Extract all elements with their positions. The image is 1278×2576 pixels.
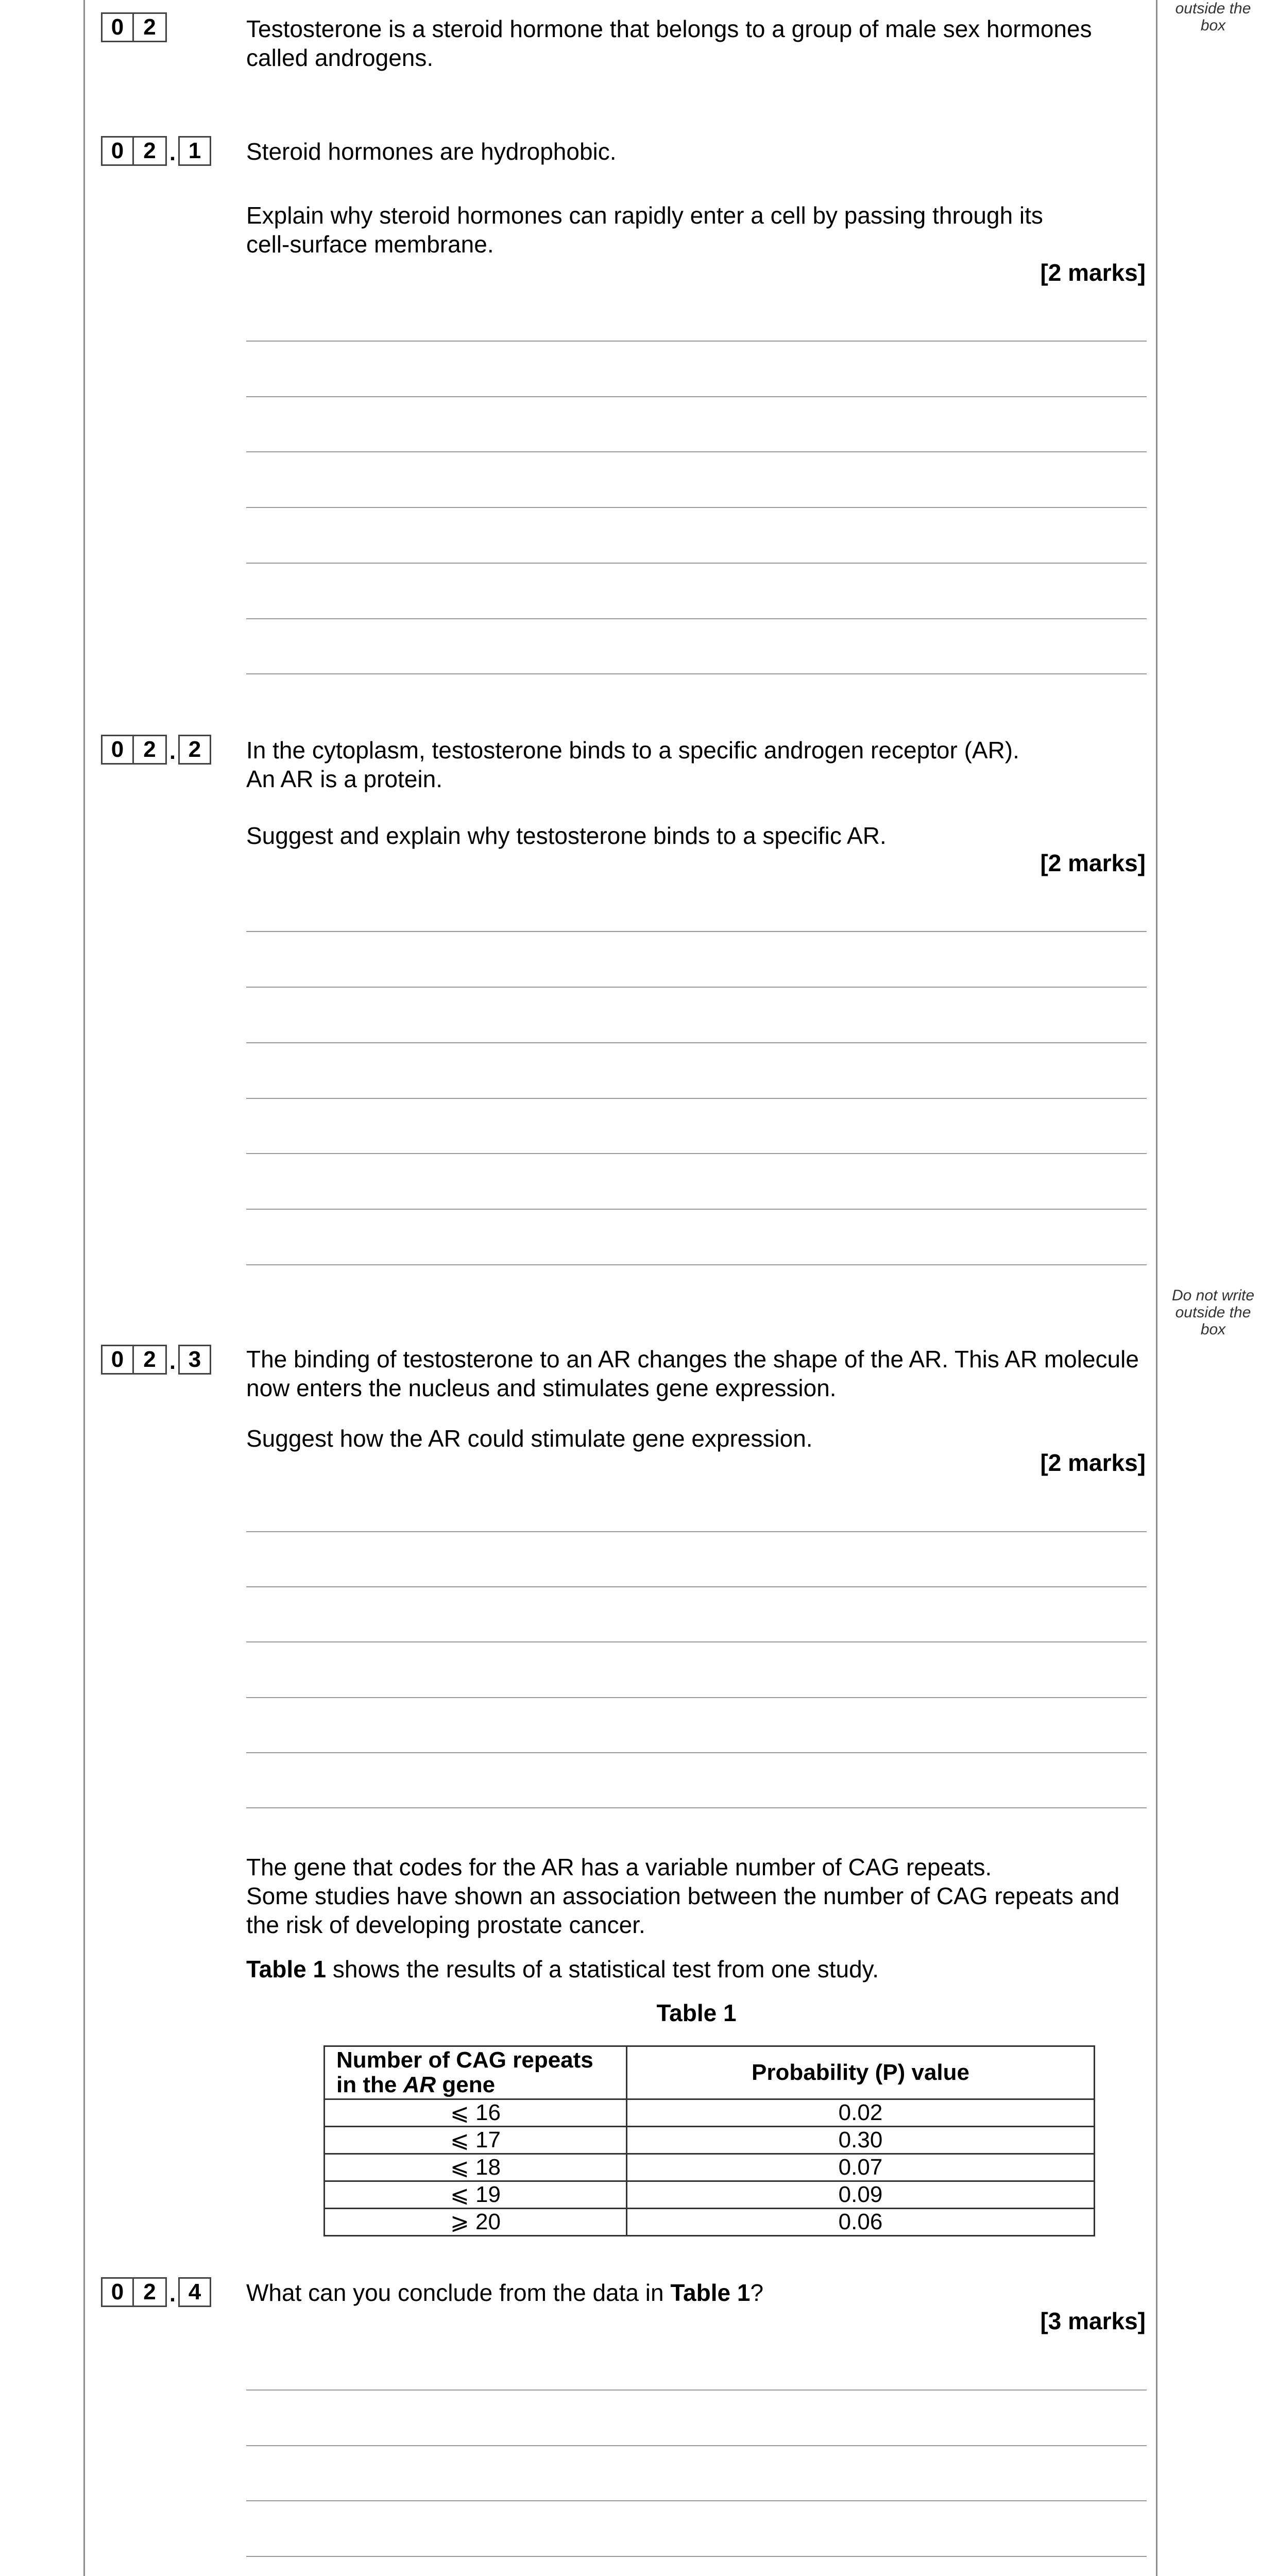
number-dot: . (169, 2281, 176, 2307)
q1-statement: Steroid hormones are hydrophobic. (246, 138, 617, 165)
number-dot: . (169, 140, 176, 165)
table-reference-text: shows the results of a statistical test from one study. (326, 1956, 879, 1982)
number-digit: 4 (178, 2277, 211, 2307)
question-number-02-4 (101, 2276, 211, 2308)
cell-repeats: ⩽ 16 (325, 2099, 627, 2127)
q3-marks: [2 marks] (1040, 1449, 1146, 1476)
answer-line[interactable] (246, 1641, 1147, 1642)
q1-marks: [2 marks] (1040, 259, 1146, 286)
q1-question (246, 201, 1153, 259)
question-number-02-3 (101, 1344, 211, 1376)
q3-question: Suggest how the AR could stimulate gene expression. (246, 1425, 813, 1452)
q3-context (246, 1345, 1153, 1402)
number-digit: 0 (101, 735, 134, 765)
cell-repeats: ⩽ 17 (325, 2127, 627, 2154)
number-digit: 0 (101, 1345, 134, 1375)
header-line (336, 2073, 615, 2097)
number-digit: 2 (134, 1345, 167, 1375)
number-dot: . (169, 739, 176, 764)
answer-line[interactable] (246, 341, 1147, 342)
text-line: Explain why steroid hormones can rapidly enter a cell by passing through its (246, 202, 1043, 229)
cell-p-value: 0.09 (627, 2181, 1095, 2209)
number-digit: 1 (178, 136, 211, 166)
margin-note-middle (1159, 1287, 1267, 1366)
table-reference-bold: Table 1 (246, 1956, 327, 1982)
q4-question-bold: Table 1 (670, 2279, 751, 2306)
header-p-value: Probability (P) value (627, 2046, 1095, 2099)
table-row (325, 2154, 1095, 2181)
table-context (246, 1853, 1153, 1939)
margin-note-line: outside the (1175, 1304, 1251, 1321)
q2-marks: [2 marks] (1040, 850, 1146, 876)
answer-line[interactable] (246, 2500, 1147, 2501)
text-line: now enters the nucleus and stimulates gene expression. (246, 1375, 837, 1401)
number-dot: . (169, 1349, 176, 1374)
question-number-02-1 (101, 135, 211, 167)
margin-note-line: box (1200, 17, 1226, 34)
header-line: Number of CAG repeats (336, 2047, 593, 2073)
left-margin-rule (83, 0, 85, 2576)
header-cag-repeats (325, 2046, 627, 2099)
q4-marks: [3 marks] (1040, 2308, 1146, 2334)
answer-line[interactable] (246, 1098, 1147, 1099)
cell-p-value: 0.06 (627, 2209, 1095, 2236)
number-digit: 2 (134, 735, 167, 765)
answer-line[interactable] (246, 1586, 1147, 1587)
text-line: Some studies have shown an association between the number of CAG repeats and (246, 1883, 1120, 1909)
text-line: Testosterone is a steroid hormone that belongs to a group of male sex hormones (246, 15, 1092, 42)
table-header-row (325, 2046, 1095, 2099)
table-title: Table 1 (656, 1999, 737, 2026)
number-digit: 0 (101, 2277, 134, 2307)
text-line: An AR is a protein. (246, 766, 442, 792)
answer-line[interactable] (246, 618, 1147, 619)
answer-line[interactable] (246, 451, 1147, 452)
answer-line[interactable] (246, 1752, 1147, 1753)
q4-question-text: ? (750, 2279, 764, 2306)
cell-p-value: 0.07 (627, 2154, 1095, 2181)
number-digit: 2 (134, 136, 167, 166)
q2-question: Suggest and explain why testosterone binds to a specific AR. (246, 822, 887, 849)
margin-note-line: box (1200, 1321, 1226, 1338)
number-digit: 2 (134, 12, 167, 42)
answer-line[interactable] (246, 1807, 1147, 1808)
answer-line[interactable] (246, 673, 1147, 674)
header-text: gene (436, 2072, 496, 2097)
cell-p-value: 0.30 (627, 2127, 1095, 2154)
answer-line[interactable] (246, 396, 1147, 397)
number-digit: 0 (101, 136, 134, 166)
answer-line[interactable] (246, 987, 1147, 988)
table-reference (246, 1955, 1153, 1984)
answer-line[interactable] (246, 931, 1147, 932)
answer-line[interactable] (246, 507, 1147, 508)
text-line: The gene that codes for the AR has a variable number of CAG repeats. (246, 1854, 992, 1880)
table-row (325, 2127, 1095, 2154)
intro-text (246, 14, 1153, 72)
answer-line[interactable] (246, 2556, 1147, 2557)
answer-line[interactable] (246, 2445, 1147, 2446)
table-row (325, 2181, 1095, 2209)
answer-line[interactable] (246, 2389, 1147, 2391)
answer-line[interactable] (246, 1042, 1147, 1043)
number-digit: 0 (101, 12, 134, 42)
data-table (323, 2045, 1095, 2236)
number-digit: 2 (178, 735, 211, 765)
text-line: cell-surface membrane. (246, 231, 494, 258)
answer-line[interactable] (246, 1264, 1147, 1265)
answer-line[interactable] (246, 1153, 1147, 1154)
q4-question-text: What can you conclude from the data in (246, 2279, 671, 2306)
right-margin-rule (1156, 0, 1157, 2576)
text-line: In the cytoplasm, testosterone binds to a specific androgen receptor (AR). (246, 737, 1019, 764)
header-text: in the (336, 2072, 403, 2097)
text-line: called androgens. (246, 44, 434, 71)
margin-note-top (1159, 0, 1267, 34)
number-digit: 2 (134, 2277, 167, 2307)
table-row (325, 2209, 1095, 2236)
margin-note-line: outside the (1175, 0, 1251, 17)
cell-p-value: 0.02 (627, 2099, 1095, 2127)
margin-note-line: Do not write (1171, 1287, 1255, 1304)
cell-repeats: ⩽ 18 (325, 2154, 627, 2181)
cell-repeats: ⩾ 20 (325, 2209, 627, 2236)
header-text-italic: AR (403, 2072, 436, 2097)
answer-line[interactable] (246, 1209, 1147, 1210)
table-row (325, 2099, 1095, 2127)
cell-repeats: ⩽ 19 (325, 2181, 627, 2209)
number-digit: 3 (178, 1345, 211, 1375)
q4-question (246, 2278, 1153, 2307)
q2-context (246, 736, 1153, 793)
answer-line[interactable] (246, 1697, 1147, 1698)
text-line: The binding of testosterone to an AR changes the shape of the AR. This AR molecule (246, 1346, 1139, 1372)
answer-line[interactable] (246, 1531, 1147, 1532)
answer-line[interactable] (246, 563, 1147, 564)
question-number-02 (101, 11, 167, 43)
text-line: the risk of developing prostate cancer. (246, 1911, 645, 1938)
question-number-02-2 (101, 734, 211, 766)
